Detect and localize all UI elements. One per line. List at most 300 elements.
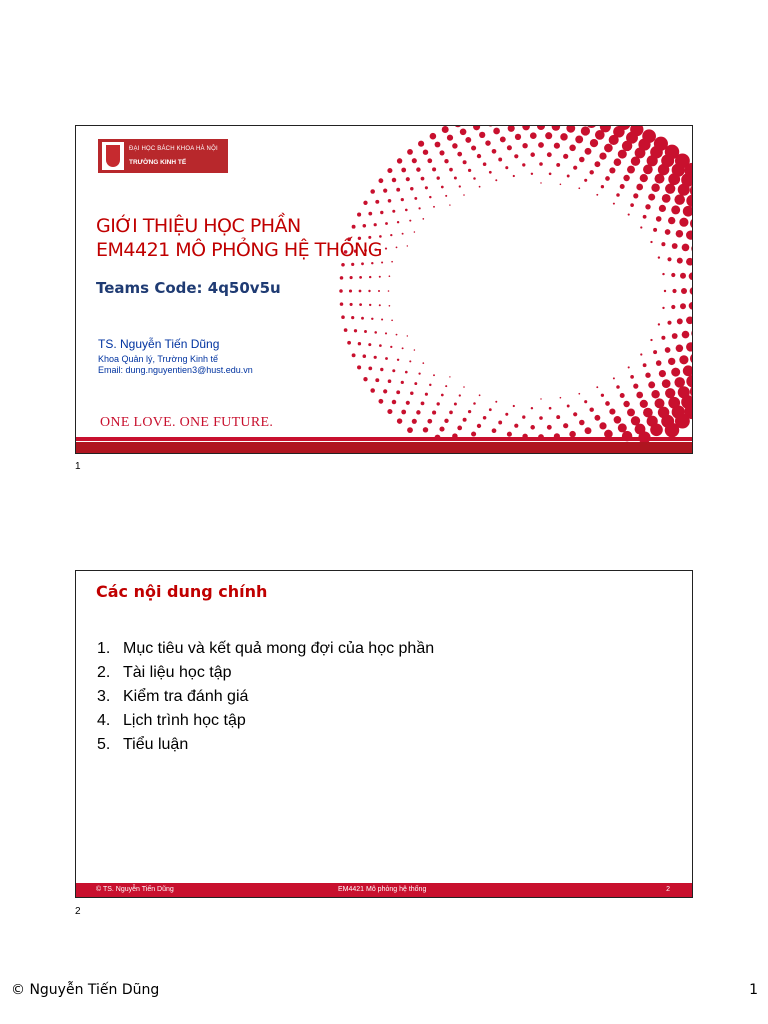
decorative-dot bbox=[370, 388, 375, 393]
decorative-dot bbox=[368, 290, 370, 292]
decorative-dot bbox=[599, 422, 606, 429]
decorative-dot bbox=[540, 398, 541, 399]
decorative-dot bbox=[364, 330, 367, 333]
decorative-dot bbox=[579, 420, 585, 426]
decorative-dot bbox=[444, 159, 448, 163]
decorative-dot bbox=[339, 289, 343, 293]
decorative-dot bbox=[454, 126, 461, 127]
decorative-dot bbox=[671, 305, 675, 309]
decorative-dot bbox=[658, 323, 660, 325]
decorative-dot bbox=[344, 328, 348, 332]
item-number: 2. bbox=[97, 664, 111, 681]
decorative-dot bbox=[585, 427, 592, 434]
decorative-dot bbox=[642, 129, 656, 143]
decorative-dot bbox=[442, 126, 449, 133]
decorative-dot bbox=[662, 379, 671, 388]
decorative-dot bbox=[479, 132, 485, 138]
decorative-dot bbox=[454, 403, 457, 406]
page-copyright: © Nguyễn Tiến Dũng bbox=[11, 982, 160, 998]
decorative-dot bbox=[664, 290, 666, 292]
decorative-dot bbox=[489, 171, 492, 174]
decorative-dot bbox=[379, 304, 381, 306]
decorative-dot bbox=[392, 400, 396, 404]
item-number: 1. bbox=[97, 640, 111, 657]
decorative-dot bbox=[656, 216, 662, 222]
decorative-dot bbox=[416, 410, 420, 414]
decorative-dot bbox=[661, 242, 665, 246]
decorative-dot bbox=[686, 230, 693, 239]
decorative-dot bbox=[618, 150, 627, 159]
decorative-dot bbox=[477, 154, 481, 158]
decorative-dot bbox=[445, 385, 447, 387]
decorative-dot bbox=[620, 393, 625, 398]
decorative-dot bbox=[380, 368, 383, 371]
decorative-dot bbox=[581, 126, 590, 135]
decorative-dot bbox=[421, 402, 425, 406]
decorative-dot bbox=[522, 415, 525, 418]
decorative-dot bbox=[473, 177, 476, 180]
slide-title: Các nội dung chính bbox=[96, 582, 268, 601]
decorative-dot bbox=[437, 402, 440, 405]
decorative-dot bbox=[522, 163, 525, 166]
decorative-dot bbox=[354, 329, 357, 332]
decorative-dot bbox=[584, 400, 587, 403]
decorative-dot bbox=[662, 307, 664, 309]
decorative-dot bbox=[385, 357, 388, 360]
logo-line2: TRƯỜNG KINH TẾ bbox=[129, 159, 187, 166]
decorative-dot bbox=[406, 401, 410, 405]
decorative-dot bbox=[425, 393, 428, 396]
decorative-dot bbox=[683, 206, 693, 217]
decorative-dot bbox=[449, 376, 450, 377]
decorative-dot bbox=[471, 431, 476, 436]
decorative-dot bbox=[389, 275, 391, 277]
decorative-dot bbox=[671, 205, 680, 214]
decorative-dot bbox=[563, 423, 568, 428]
decorative-dot bbox=[613, 377, 615, 379]
decorative-dot bbox=[397, 158, 402, 163]
decorative-dot bbox=[429, 196, 431, 198]
decorative-dot bbox=[432, 167, 436, 171]
teams-code: Teams Code: 4q50v5u bbox=[96, 279, 281, 297]
decorative-dot bbox=[414, 382, 417, 385]
decorative-dot bbox=[390, 234, 392, 236]
decorative-dot bbox=[530, 425, 535, 430]
decorative-dot bbox=[640, 174, 648, 182]
decorative-dot bbox=[643, 363, 647, 367]
decorative-dot bbox=[560, 133, 568, 141]
decorative-dot bbox=[689, 272, 693, 280]
decorative-dot bbox=[402, 347, 404, 349]
decorative-dot bbox=[369, 276, 371, 278]
decorative-dot bbox=[522, 143, 527, 148]
decorative-dot bbox=[410, 392, 413, 395]
decorative-dot bbox=[691, 244, 693, 253]
decorative-dot bbox=[661, 336, 665, 340]
decorative-dot bbox=[690, 287, 693, 295]
decorative-dot bbox=[405, 371, 408, 374]
decorative-dot bbox=[351, 316, 354, 319]
decorative-dot bbox=[651, 390, 659, 398]
decorative-dot bbox=[547, 152, 552, 157]
decorative-dot bbox=[495, 401, 497, 403]
decorative-dot bbox=[444, 419, 448, 423]
decorative-dot bbox=[396, 334, 398, 336]
decorative-dot bbox=[418, 207, 420, 209]
footer-copyright: © TS. Nguyễn Tiến Dũng bbox=[96, 886, 174, 893]
decorative-dot bbox=[357, 213, 361, 217]
decorative-dot bbox=[616, 193, 620, 197]
slide-1 bbox=[75, 125, 693, 454]
decorative-dot bbox=[594, 415, 600, 421]
decorative-dot bbox=[547, 425, 552, 430]
decorative-dot bbox=[447, 135, 453, 141]
decorative-dot bbox=[645, 373, 650, 378]
decorative-dot bbox=[425, 186, 428, 189]
decorative-dot bbox=[493, 128, 500, 135]
decorative-dot bbox=[530, 132, 537, 139]
decorative-dot bbox=[439, 150, 444, 155]
decorative-dot bbox=[454, 177, 457, 180]
decorative-dot bbox=[385, 248, 387, 250]
decorative-dot bbox=[380, 211, 383, 214]
decorative-dot bbox=[385, 332, 387, 334]
decorative-dot bbox=[596, 194, 598, 196]
decorative-dot bbox=[682, 244, 690, 252]
decorative-dot bbox=[479, 394, 481, 396]
decorative-dot bbox=[640, 353, 642, 355]
decorative-dot bbox=[614, 416, 622, 424]
decorative-dot bbox=[683, 365, 693, 376]
decorative-dot bbox=[363, 224, 367, 228]
footer-bar bbox=[76, 437, 692, 441]
decorative-dot bbox=[671, 273, 675, 277]
decorative-dot bbox=[596, 386, 598, 388]
decorative-dot bbox=[538, 142, 544, 148]
decorative-dot bbox=[549, 172, 552, 175]
decorative-dot bbox=[651, 184, 659, 192]
decorative-dot bbox=[636, 184, 643, 191]
decorative-dot bbox=[422, 362, 424, 364]
decorative-dot bbox=[396, 390, 400, 394]
decorative-dot bbox=[396, 247, 398, 249]
decorative-dot bbox=[531, 407, 533, 409]
decorative-dot bbox=[433, 374, 435, 376]
footer-page: 2 bbox=[666, 886, 670, 893]
decorative-dot bbox=[363, 354, 367, 358]
decorative-dot bbox=[397, 418, 402, 423]
author-name: TS. Nguyễn Tiến Dũng bbox=[98, 337, 220, 351]
slide-title-line2: EM4421 MÔ PHỎNG HỆ THỐNG bbox=[96, 239, 382, 261]
decorative-dot bbox=[691, 329, 693, 338]
decorative-dot bbox=[396, 188, 400, 192]
decorative-dot bbox=[680, 303, 686, 309]
decorative-dot bbox=[374, 331, 377, 334]
decorative-dot bbox=[485, 140, 491, 146]
decorative-dot bbox=[505, 413, 508, 416]
decorative-dot bbox=[566, 126, 575, 133]
decorative-dot bbox=[378, 290, 380, 292]
decorative-dot bbox=[665, 423, 680, 438]
decorative-dot bbox=[414, 231, 416, 233]
decorative-dot bbox=[435, 142, 441, 148]
decorative-dot bbox=[391, 319, 393, 321]
decorative-dot bbox=[397, 359, 399, 361]
decorative-dot bbox=[412, 419, 417, 424]
decorative-dot bbox=[392, 369, 395, 372]
decorative-dot bbox=[623, 401, 629, 407]
list-item bbox=[97, 661, 434, 685]
decorative-dot bbox=[423, 427, 428, 432]
decorative-dot bbox=[679, 218, 688, 227]
decorative-dot bbox=[500, 136, 506, 142]
decorative-dot bbox=[357, 365, 361, 369]
item-text: Lịch trình học tập bbox=[123, 712, 246, 729]
decorative-dot bbox=[375, 378, 379, 382]
decorative-dot bbox=[537, 126, 545, 130]
decorative-dot bbox=[383, 389, 387, 393]
decorative-dot bbox=[495, 179, 497, 181]
decorative-dot bbox=[340, 302, 344, 306]
decorative-dot bbox=[628, 214, 630, 216]
decorative-dot bbox=[653, 228, 657, 232]
decorative-dot bbox=[539, 162, 543, 166]
decorative-dot bbox=[429, 384, 431, 386]
decorative-dot bbox=[465, 137, 471, 143]
decorative-dot bbox=[567, 175, 570, 178]
decorative-dot bbox=[578, 393, 580, 395]
decorative-dot bbox=[549, 407, 552, 410]
decorative-dot bbox=[374, 356, 377, 359]
decorative-dot bbox=[613, 203, 615, 205]
decorative-dot bbox=[604, 144, 613, 153]
decorative-dot bbox=[352, 353, 356, 357]
decorative-dot bbox=[556, 415, 560, 419]
decorative-dot bbox=[375, 200, 379, 204]
decorative-dot bbox=[668, 217, 675, 224]
slide-2 bbox=[75, 570, 693, 898]
decorative-dot bbox=[513, 175, 515, 177]
decorative-dot bbox=[388, 290, 390, 292]
decorative-dot bbox=[605, 401, 610, 406]
decorative-dot bbox=[522, 126, 530, 130]
decorative-dot bbox=[391, 261, 393, 263]
decorative-dot bbox=[432, 411, 436, 415]
decorative-dot bbox=[449, 168, 453, 172]
decorative-dot bbox=[489, 408, 492, 411]
decorative-dot bbox=[430, 133, 437, 140]
decorative-dot bbox=[569, 145, 576, 152]
decorative-dot bbox=[620, 184, 625, 189]
decorative-dot bbox=[358, 342, 361, 345]
list-item bbox=[97, 709, 434, 733]
decorative-dot bbox=[514, 424, 518, 428]
decorative-dot bbox=[359, 303, 362, 306]
list-item bbox=[97, 733, 434, 757]
decorative-dot bbox=[498, 421, 502, 425]
decorative-dot bbox=[640, 226, 642, 228]
decorative-dot bbox=[674, 377, 685, 388]
slide-footer bbox=[76, 883, 692, 897]
decorative-dot bbox=[539, 416, 543, 420]
decorative-dot bbox=[531, 173, 533, 175]
decorative-dot bbox=[630, 203, 634, 207]
decorative-dot bbox=[374, 223, 377, 226]
decorative-dot bbox=[573, 412, 577, 416]
decorative-dot bbox=[361, 317, 364, 320]
decorative-dot bbox=[614, 158, 622, 166]
decorative-dot bbox=[659, 370, 666, 377]
decorative-dot bbox=[633, 384, 638, 389]
slide-title-line1: GIỚI THIỆU HỌC PHẦN bbox=[96, 215, 301, 237]
decorative-dot bbox=[601, 394, 604, 397]
decorative-dot bbox=[689, 302, 693, 310]
decorative-dot bbox=[540, 182, 541, 183]
decorative-dot bbox=[405, 209, 408, 212]
decorative-dot bbox=[340, 276, 344, 280]
decorative-dot bbox=[412, 158, 417, 163]
decorative-dot bbox=[686, 342, 693, 351]
decorative-dot bbox=[459, 185, 461, 187]
slide-number-2: 2 bbox=[75, 906, 81, 917]
decorative-dot bbox=[599, 152, 606, 159]
decorative-dot bbox=[552, 126, 560, 131]
author-department: Khoa Quản lý, Trường Kinh tế bbox=[98, 354, 218, 364]
item-text: Tài liệu học tập bbox=[123, 664, 232, 681]
decorative-dot bbox=[370, 189, 375, 194]
decorative-dot bbox=[460, 128, 467, 135]
decorative-dot bbox=[633, 193, 638, 198]
decorative-dot bbox=[388, 199, 392, 203]
decorative-dot bbox=[585, 148, 592, 155]
crest-icon bbox=[102, 142, 124, 170]
decorative-dot bbox=[665, 347, 671, 353]
decorative-dot bbox=[378, 178, 383, 183]
decorative-dot bbox=[563, 154, 568, 159]
decorative-dot bbox=[414, 197, 417, 200]
decorative-dot bbox=[463, 386, 465, 388]
decorative-dot bbox=[686, 195, 693, 207]
decorative-dot bbox=[627, 166, 635, 174]
decorative-dot bbox=[681, 288, 687, 294]
decorative-dot bbox=[350, 303, 353, 306]
decorative-dot bbox=[445, 195, 447, 197]
decorative-dot bbox=[397, 221, 399, 223]
decorative-dot bbox=[589, 407, 593, 411]
decorative-dot bbox=[341, 263, 345, 267]
decorative-dot bbox=[409, 220, 411, 222]
decorative-dot bbox=[421, 177, 425, 181]
decorative-dot bbox=[402, 233, 404, 235]
decorative-dot bbox=[427, 158, 432, 163]
slide-number-1: 1 bbox=[75, 461, 81, 472]
decorative-dot bbox=[407, 427, 413, 433]
decorative-dot bbox=[656, 360, 662, 366]
decorative-dot bbox=[441, 186, 444, 189]
decorative-dot bbox=[672, 243, 678, 249]
decorative-dot bbox=[609, 409, 615, 415]
footer-course: EM4421 Mô phỏng hệ thống bbox=[338, 886, 427, 893]
decorative-dot bbox=[388, 379, 392, 383]
decorative-dot bbox=[401, 410, 406, 415]
decorative-dot bbox=[368, 367, 372, 371]
decorative-dot bbox=[515, 134, 521, 140]
university-logo bbox=[98, 139, 228, 173]
decorative-dot bbox=[483, 416, 487, 420]
decorative-dot bbox=[441, 394, 444, 397]
decorative-dot bbox=[575, 135, 583, 143]
decorative-dot bbox=[352, 225, 356, 229]
decorative-dot bbox=[439, 427, 444, 432]
decorative-dot bbox=[618, 423, 627, 432]
decorative-dot bbox=[407, 335, 408, 336]
decorative-dot bbox=[473, 126, 480, 130]
list-item bbox=[97, 637, 434, 661]
decorative-dot bbox=[479, 186, 481, 188]
decorative-dot bbox=[379, 276, 381, 278]
decorative-dot bbox=[359, 290, 362, 293]
decorative-dot bbox=[578, 187, 580, 189]
decorative-dot bbox=[658, 256, 660, 258]
decorative-dot bbox=[686, 316, 693, 324]
decorative-dot bbox=[648, 194, 655, 201]
decorative-dot bbox=[507, 145, 512, 150]
decorative-dot bbox=[409, 360, 411, 362]
decorative-dot bbox=[407, 245, 408, 246]
decorative-dot bbox=[363, 201, 367, 205]
decorative-dot bbox=[407, 149, 413, 155]
decorative-dot bbox=[650, 339, 652, 341]
decorative-dot bbox=[492, 149, 497, 154]
decorative-dot bbox=[648, 381, 655, 388]
decorative-dot bbox=[665, 388, 675, 398]
item-number: 4. bbox=[97, 712, 111, 729]
footer-bar-band bbox=[76, 442, 692, 454]
decorative-dot bbox=[406, 177, 410, 181]
decorative-dot bbox=[449, 411, 453, 415]
logo-line1: ĐẠI HỌC BÁCH KHOA HÀ NỘI bbox=[129, 146, 218, 152]
decorative-dot bbox=[390, 346, 392, 348]
decorative-dot bbox=[452, 143, 457, 148]
decorative-dot bbox=[616, 385, 620, 389]
decorative-dot bbox=[679, 355, 688, 364]
decorative-dot bbox=[414, 349, 416, 351]
decorative-dot bbox=[662, 273, 664, 275]
decorative-dot bbox=[589, 170, 593, 174]
decorative-dot bbox=[682, 331, 690, 339]
decorative-dot bbox=[498, 158, 502, 162]
decorative-dot bbox=[672, 333, 678, 339]
decorative-dot bbox=[401, 381, 404, 384]
decorative-dot bbox=[665, 184, 675, 194]
decorative-dot bbox=[418, 141, 424, 147]
item-text: Mục tiêu và kết quả mong đợi của học phần bbox=[123, 640, 435, 657]
decorative-dot bbox=[433, 206, 435, 208]
decorative-dot bbox=[471, 145, 476, 150]
decorative-dot bbox=[468, 410, 471, 413]
decorative-dot bbox=[385, 222, 388, 225]
item-number: 3. bbox=[97, 688, 111, 705]
decorative-dot bbox=[686, 375, 693, 387]
decorative-dot bbox=[457, 426, 462, 431]
decorative-dot bbox=[507, 432, 512, 437]
decorative-dot bbox=[645, 204, 650, 209]
decorative-dot bbox=[363, 377, 367, 381]
decorative-dot bbox=[556, 163, 560, 167]
decorative-dot bbox=[381, 318, 383, 320]
decorative-dot bbox=[368, 212, 372, 216]
decorative-dot bbox=[410, 187, 413, 190]
